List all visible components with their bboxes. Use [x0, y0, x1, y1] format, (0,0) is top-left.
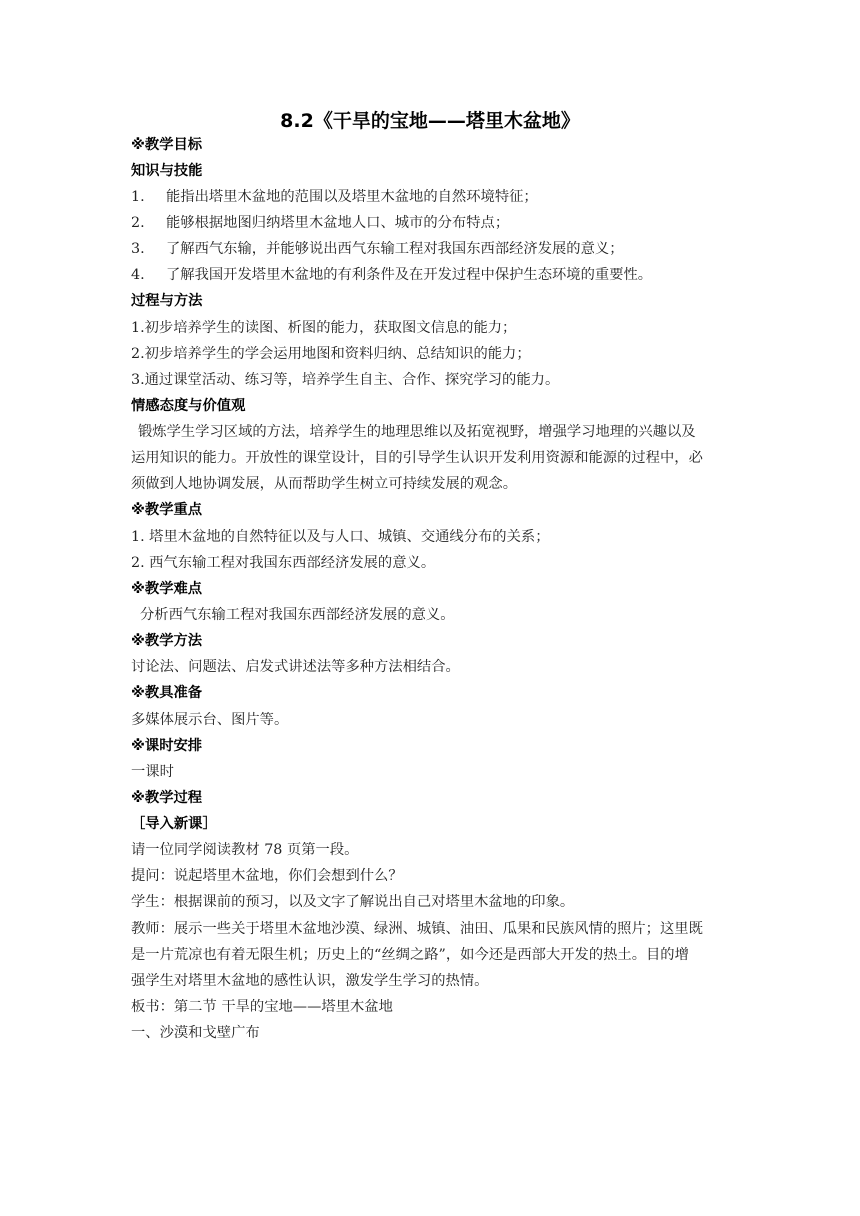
section-heading-methods: ※教学方法	[131, 633, 203, 649]
item-number: 1.	[131, 189, 145, 205]
procedure-line: 强学生对塔里木盆地的感性认识，激发学生学习的热情。	[131, 973, 489, 989]
process-item: 1.初步培养学生的读图、析图的能力，获取图文信息的能力；	[131, 320, 517, 336]
process-item: 3.通过课堂活动、练习等，培养学生自主、合作、探究学习的能力。	[131, 372, 560, 388]
procedure-line: 板书：第二节 干旱的宝地——塔里木盆地	[131, 999, 393, 1015]
subheading-knowledge: 知识与技能	[131, 163, 203, 179]
procedure-intro-heading: ［导入新课］	[131, 816, 217, 832]
item-text: 能够根据地图归纳塔里木盆地人口、城市的分布特点；	[166, 215, 510, 231]
keypoint-item: 1. 塔里木盆地的自然特征以及与人口、城镇、交通线分布的关系；	[131, 529, 550, 545]
procedure-line: 请一位同学阅读教材 78 页第一段。	[131, 842, 359, 858]
knowledge-item	[131, 240, 746, 258]
section-heading-difficulty: ※教学难点	[131, 581, 203, 597]
section-heading-procedure: ※教学过程	[131, 790, 203, 806]
attitude-paragraph-line: 须做到人地协调发展，从而帮助学生树立可持续发展的观念。	[131, 476, 518, 492]
subheading-attitude: 情感态度与价值观	[131, 398, 246, 414]
procedure-line: 教师：展示一些关于塔里木盆地沙漠、绿洲、城镇、油田、瓜果和民族风情的照片；这里既	[131, 921, 703, 937]
section-heading-keypoints: ※教学重点	[131, 502, 203, 518]
section-heading-schedule: ※课时安排	[131, 738, 203, 754]
process-item: 2.初步培养学生的学会运用地图和资料归纳、总结知识的能力；	[131, 346, 531, 362]
page-title: 8.2《干旱的宝地——塔里木盆地》	[280, 110, 580, 132]
knowledge-item	[131, 214, 746, 232]
knowledge-item	[131, 266, 746, 284]
item-text: 了解我国开发塔里木盆地的有利条件及在开发过程中保护生态环境的重要性。	[166, 267, 653, 283]
section-heading-tools: ※教具准备	[131, 685, 203, 701]
item-number: 4.	[131, 267, 145, 283]
attitude-paragraph-line: 锻炼学生学习区域的方法，培养学生的地理思维以及拓宽视野，增强学习地理的兴趣以及	[138, 424, 696, 440]
procedure-line: 一、沙漠和戈壁广布	[131, 1025, 260, 1041]
item-text: 能指出塔里木盆地的范围以及塔里木盆地的自然环境特征；	[166, 189, 538, 205]
subheading-process: 过程与方法	[131, 293, 203, 309]
procedure-line: 学生：根据课前的预习，以及文字了解说出自己对塔里木盆地的印象。	[131, 894, 575, 910]
tools-text: 多媒体展示台、图片等。	[131, 712, 289, 728]
item-number: 3.	[131, 241, 145, 257]
procedure-line: 提问：说起塔里木盆地，你们会想到什么？	[131, 868, 403, 884]
difficulty-text: 分析西气东输工程对我国东西部经济发展的意义。	[140, 607, 455, 623]
item-number: 2.	[131, 215, 145, 231]
methods-text: 讨论法、问题法、启发式讲述法等多种方法相结合。	[131, 659, 460, 675]
section-heading-objectives: ※教学目标	[131, 137, 203, 153]
keypoint-item: 2. 西气东输工程对我国东西部经济发展的意义。	[131, 555, 436, 571]
knowledge-item	[131, 188, 746, 206]
item-text: 了解西气东输，并能够说出西气东输工程对我国东西部经济发展的意义；	[166, 241, 624, 257]
attitude-paragraph-line: 运用知识的能力。开放性的课堂设计，目的引导学生认识开发利用资源和能源的过程中，必	[131, 450, 703, 466]
schedule-text: 一课时	[131, 764, 174, 780]
procedure-line: 是一片荒凉也有着无限生机；历史上的“丝绸之路”，如今还是西部大开发的热土。目的增	[131, 947, 689, 963]
